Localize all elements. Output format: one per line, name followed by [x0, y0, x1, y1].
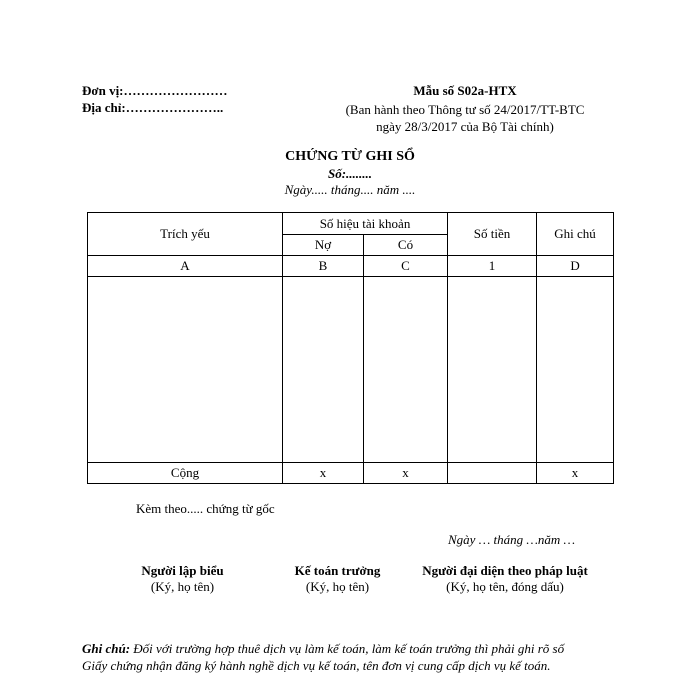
- signature-legal-rep: [405, 563, 605, 595]
- entry-cell[interactable]: [537, 277, 614, 463]
- unit-label: Đơn vị:……………………: [82, 83, 228, 98]
- index-cell: D: [537, 256, 614, 277]
- signature-title: Người lập biểu: [141, 563, 224, 578]
- total-cell: [448, 462, 537, 483]
- attached-docs: Kèm theo..... chứng từ gốc: [136, 501, 275, 516]
- signature-title: Người đại diện theo pháp luật: [422, 563, 588, 578]
- index-cell: B: [283, 256, 364, 277]
- issued-line-1: (Ban hành theo Thông tư số 24/2017/TT-BTC: [345, 102, 585, 117]
- voucher-table: [87, 212, 614, 484]
- signature-preparer: [105, 563, 260, 595]
- footnote-label: Ghi chú:: [82, 641, 131, 656]
- issued-line-2: ngày 28/3/2017 của Bộ Tài chính): [376, 119, 554, 134]
- index-cell: 1: [448, 256, 537, 277]
- footnote-line-1: [82, 641, 642, 657]
- col-credit-header: Có: [364, 235, 448, 256]
- entry-cell[interactable]: [448, 277, 537, 463]
- col-debit-header: Nợ: [283, 235, 364, 256]
- total-label: Cộng: [88, 462, 283, 483]
- voucher-title: CHỨNG TỪ GHI SỔ: [285, 149, 415, 164]
- index-cell: A: [88, 256, 283, 277]
- index-cell: C: [364, 256, 448, 277]
- footnote-text-1: Đối với trường hợp thuê dịch vụ làm kế toán, làm kế toán trưởng thì phải ghi rõ số: [130, 641, 565, 656]
- entry-cell[interactable]: [88, 277, 283, 463]
- total-row: [88, 462, 614, 483]
- total-cell: x: [364, 462, 448, 483]
- footnote-line-2: Giấy chứng nhận đăng ký hành nghề dịch vụ kế toán, tên đơn vị cung cấp dịch vụ kế toán.: [82, 658, 551, 673]
- address-label: Địa chỉ:…………………..: [82, 100, 224, 115]
- signature-note: (Ký, họ tên, đóng dấu): [446, 579, 564, 594]
- form-code: Mẫu số S02a-HTX: [413, 83, 517, 98]
- index-row: [88, 256, 614, 277]
- col-note-header: Ghi chú: [537, 213, 614, 256]
- total-cell: x: [537, 462, 614, 483]
- entry-cell[interactable]: [364, 277, 448, 463]
- voucher-number: Số:........: [327, 166, 373, 181]
- entry-cell[interactable]: [283, 277, 364, 463]
- signature-title: Kế toán trưởng: [294, 563, 381, 578]
- total-cell: x: [283, 462, 364, 483]
- signature-note: (Ký, họ tên): [305, 579, 370, 594]
- voucher-date: Ngày..... tháng.... năm ....: [284, 182, 416, 197]
- entry-area-row: [88, 277, 614, 463]
- signature-note: (Ký, họ tên): [150, 579, 215, 594]
- col-account-group-header: Số hiệu tài khoản: [283, 213, 448, 235]
- col-amount-header: Số tiền: [448, 213, 537, 256]
- col-summary-header: Trích yếu: [88, 213, 283, 256]
- sign-date: Ngày … tháng …năm …: [448, 532, 576, 547]
- signature-chief-accountant: [260, 563, 415, 595]
